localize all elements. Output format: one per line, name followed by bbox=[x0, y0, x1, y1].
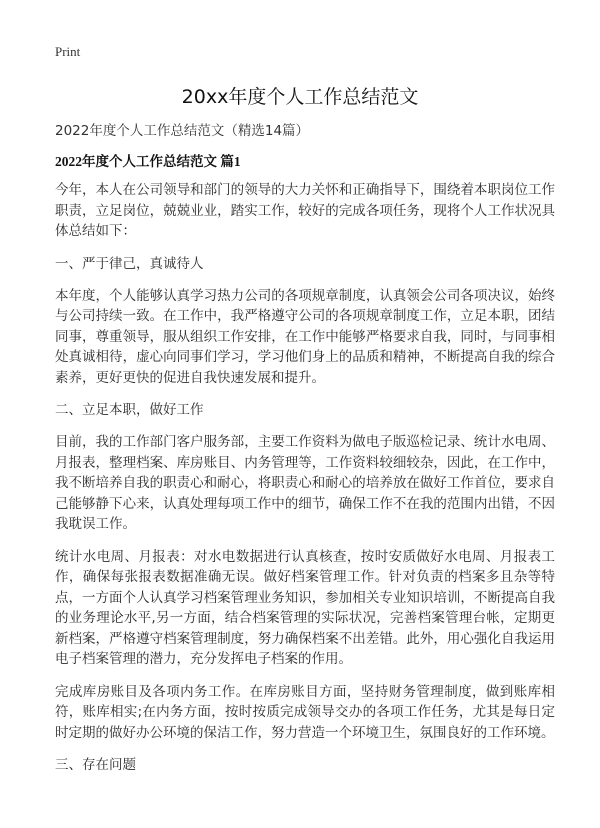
heading-3: 三、存在问题 bbox=[55, 757, 136, 773]
paragraph-1: 本年度，个人能够认真学习热力公司的各项规章制度，认真领会公司各项决议，始终与公司持续一致。在工作中，我严格遵守公司的各项规章制度工作，立足本职，团结同事，尊重领导，服从组织工作安排，在工作中能够严格要求自我，同时，与同事相处真诚相待，虚心向同事们学习，学习他们身上的品质和精神，不断提高自我的综合素养，更好更快的促进自我快速发展和提升。 bbox=[55, 287, 555, 386]
page-title: 20xx年度个人工作总结范文 bbox=[181, 86, 419, 108]
paragraph-4: 完成库房账目及各项内务工作。在库房账目方面，坚持财务管理制度，做到账库相符，账库相实;在内务方面，按时按质完成领导交办的各项工作任务，尤其是每日定时定期的做好办公环境的保洁工作，努力营造一个环境卫生，氛围良好的工作环境。 bbox=[55, 683, 555, 741]
heading-2: 二、立足本职，做好工作 bbox=[55, 402, 204, 418]
paragraph-intro: 今年，本人在公司领导和部门的领导的大力关怀和正确指导下，围绕着本职岗位工作职责，立足岗位，兢兢业业，踏实工作，较好的完成各项任务，现将个人工作状况具体总结如下： bbox=[55, 182, 555, 239]
paragraph-2: 目前，我的工作部门客户服务部，主要工作资料为做电子版巡检记录、统计水电周、月报表，整理档案、库房账目、内务管理等，工作资料较细较杂，因此，在工作中，我不断培养自我的职责心和耐心，将职责心和耐心的培养放在做好工作首位，要求自己能够静下心来，认真处理每项工作中的细节，确保工作不在我的范围内出错，不因我耽误工作。 bbox=[55, 434, 555, 532]
document-subtitle: 2022年度个人工作总结范文（精选14篇） bbox=[55, 123, 310, 139]
paragraph-3: 统计水电周、月报表：对水电数据进行认真核查，按时安质做好水电周、月报表工作，确保每张报表数据准确无误。做好档案管理工作。针对负责的档案多且杂等特点，一方面个人认真学习档案管理业务知识，参加相关专业知识培训，不断提高自我的业务理论水平,另一方面，结合档案管理的实际状况，完善档案管理台帐，定期更新档案，严格遵守档案管理制度，努力确保档案不出差错。此外，用心强化自我运用电子档案管理的潜力，充分发挥电子档案的作用。 bbox=[55, 548, 555, 667]
section-title: 2022年度个人工作总结范文 篇1 bbox=[55, 154, 241, 169]
heading-1: 一、严于律己，真诚待人 bbox=[55, 255, 204, 272]
print-link[interactable]: Print bbox=[55, 44, 81, 59]
document-body bbox=[55, 122, 555, 787]
